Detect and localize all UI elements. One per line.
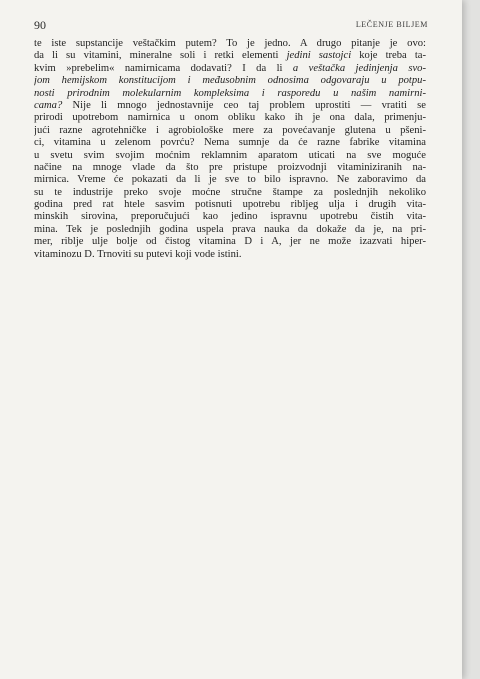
text-run: da li su vitamini, mineralne soli i retki elementi	[34, 50, 287, 62]
text-run: te iste supstancije veštačkim putem? To je jedno. A drugo pitanje je ovo:	[34, 38, 426, 49]
text-run: u svetu svim svojim moćnim reklamnim aparatom uticati na sve moguće	[34, 149, 426, 161]
text-line	[34, 150, 426, 162]
italic-text: jom hemijskom konstitucijom i međusobnim odnosima odgovaraju u potpu-	[34, 75, 426, 87]
italic-text: cama?	[34, 99, 63, 111]
text-run: godina pred rat htele sasvim potisnuti upotrebu ribljeg ulja i drugih vita-	[34, 199, 426, 211]
body-text	[34, 38, 426, 261]
text-line	[34, 137, 426, 149]
text-run: kvim »prebelim« namirnicama dodavati? I da li	[34, 62, 293, 74]
text-run: mer, riblje ulje bolje od čistog vitamina D i A, jer ne može izazvati hiper-	[34, 236, 426, 248]
running-head: LEČENJE BILJEM	[355, 20, 428, 29]
text-line	[34, 88, 426, 100]
text-run: Nije li mnogo jednostavnije ceo taj problem uprostiti — vratiti se	[62, 99, 426, 111]
text-line	[34, 249, 426, 261]
text-line	[34, 211, 426, 223]
italic-text: jedini sastojci	[286, 50, 352, 62]
text-line	[34, 75, 426, 87]
italic-text: nosti prirodnim molekularnim kompleksima i rasporedu u našim namirni-	[34, 87, 426, 99]
text-run: ci, vitamina u zelenom povrću? Nema sumnje da će razne fabrike vitamina	[34, 137, 426, 149]
text-line	[34, 38, 426, 50]
text-run: su te industrije preko svoje moćne stručne štampe za poslednjih nekoliko	[34, 186, 426, 198]
text-run: mina. Tek je poslednjih godina uspela prava nauka da dokaže da je, na pri-	[34, 223, 426, 235]
text-line	[34, 187, 426, 199]
page-number: 90	[34, 18, 46, 32]
text-run: prirodi upotrebom namirnica u onom obliku kako ih je ona dala, primenju-	[34, 112, 426, 124]
text-line	[34, 50, 426, 62]
text-line	[34, 112, 426, 124]
text-run: vitaminozu D. Trnoviti su putevi koji vode istini.	[34, 248, 242, 260]
text-line	[34, 224, 426, 236]
text-run: mirnica. Vreme će pokazati da li je sve to bilo ispravno. Ne zaboravimo da	[34, 174, 426, 186]
text-line	[34, 162, 426, 174]
text-line	[34, 100, 426, 112]
text-line	[34, 125, 426, 137]
text-line	[34, 199, 426, 211]
text-run: minskih sirovina, preporučujući kao jedino ispravnu upotrebu čistih vita-	[34, 211, 426, 223]
text-run: koje treba ta-	[351, 50, 426, 62]
text-run: načine na mnoge vlade da što pre pristupe proizvodnji vitaminiziranih na-	[34, 161, 426, 173]
text-line	[34, 236, 426, 248]
text-line	[34, 63, 426, 75]
italic-text: a veštačka jedinjenja svo-	[292, 62, 426, 74]
text-run: jući razne agrotehničke i agrobiološke mere za povećavanje glutena u pšeni-	[34, 124, 426, 136]
text-line	[34, 174, 426, 186]
